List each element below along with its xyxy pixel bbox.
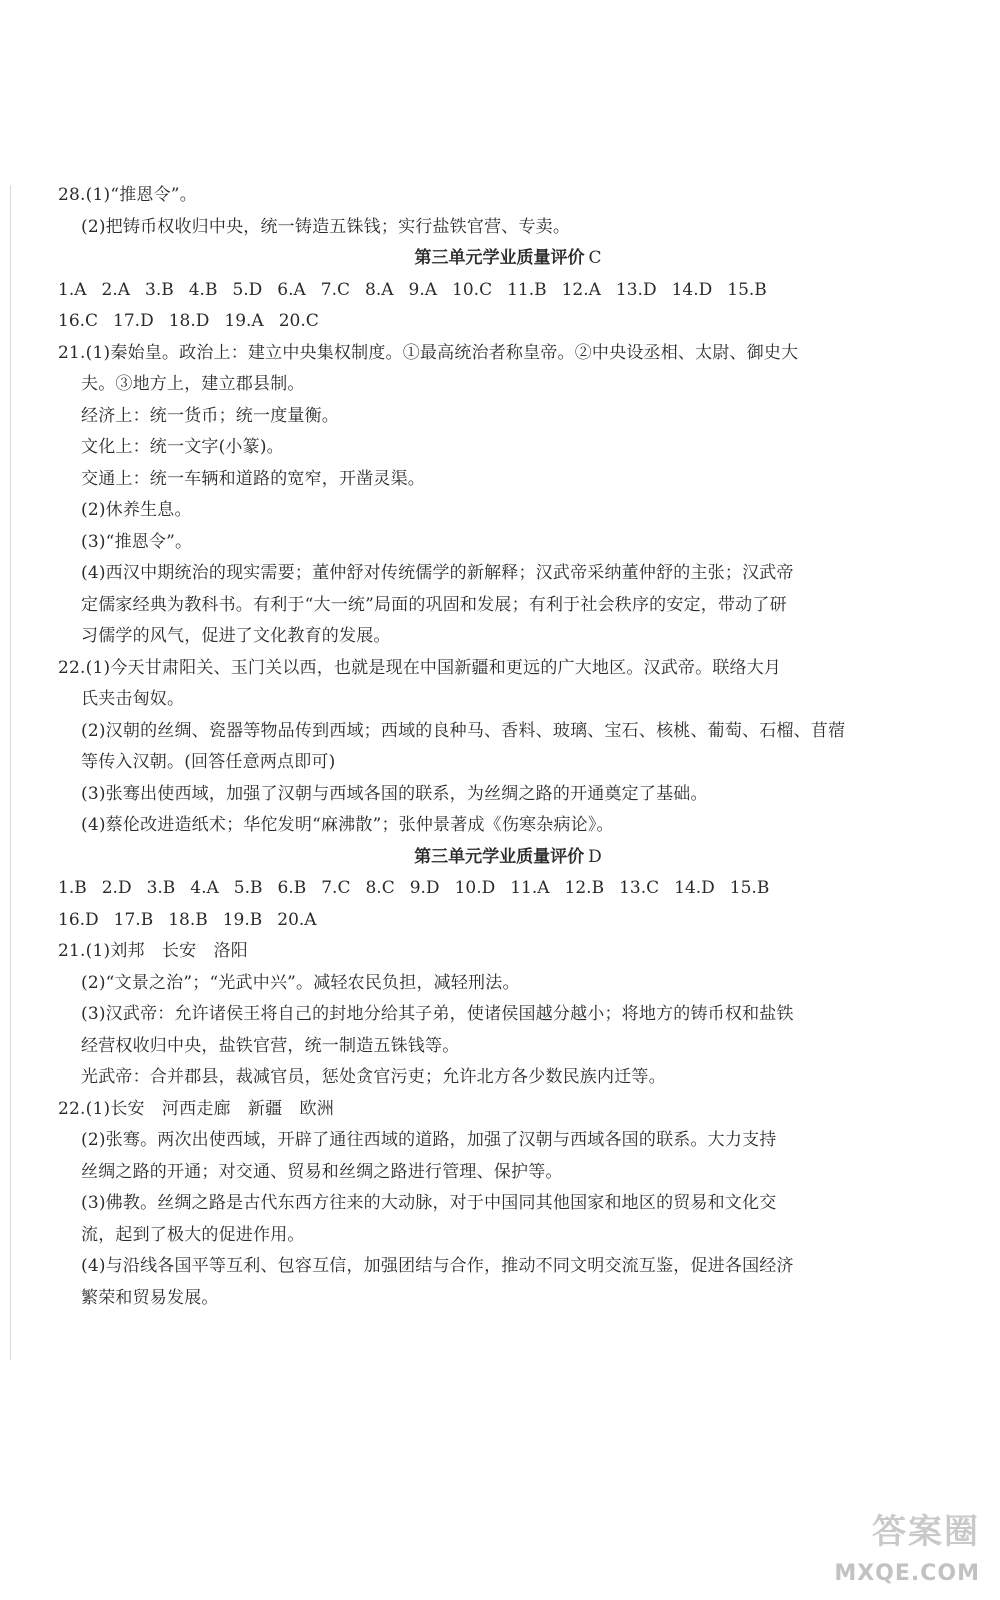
answer-item: 19.B: [222, 909, 263, 930]
section-c-q22-line: 22.(1)今天甘肃阳关、玉门关以西，也就是现在中国新疆和更远的广大地区。汉武帝。联络大月: [58, 657, 782, 678]
answer-item: 3.B: [145, 279, 174, 300]
section-c-answers-row-2: [58, 306, 938, 338]
answer-item: 4.A: [190, 878, 219, 898]
q28-line-2: (2)把铸币权收归中央，统一铸造五铢钱；实行盐铁官营、专卖。: [81, 216, 571, 237]
answer-item: 13.D: [615, 279, 657, 300]
section-d-q22-line: 繁荣和贸易发展。: [81, 1287, 219, 1308]
answer-item: 18.B: [168, 909, 208, 930]
answer-item: 5.B: [233, 878, 263, 898]
section-d-q21-line: 21.(1)刘邦 长安 洛阳: [58, 941, 248, 961]
answer-item: 2.D: [101, 878, 132, 898]
section-d-q21-line: (2)“文景之治”；“光武中兴”。减轻农民负担，减轻刑法。: [81, 972, 520, 993]
section-d-q21-line: 经营权收归中央，盐铁官营，统一制造五铢钱等。: [81, 1035, 460, 1056]
section-d-q22-line: 流，起到了极大的促进作用。: [81, 1224, 305, 1245]
answer-item: 20.C: [278, 311, 319, 331]
section-c-q21-line: 21.(1)秦始皇。政治上：建立中央集权制度。①最高统治者称皇帝。②中央设丞相、太尉、御史大: [58, 342, 799, 363]
answer-item: 19.A: [224, 311, 264, 331]
watermark-top-text: 答案圈: [872, 1512, 980, 1552]
answer-item: 10.D: [454, 878, 496, 898]
answer-item: 14.D: [674, 878, 715, 898]
answer-item: 8.C: [365, 878, 395, 898]
section-c-answers-row-1: [58, 275, 938, 307]
answer-item: 1.A: [58, 279, 87, 300]
answer-item: 17.D: [113, 311, 154, 331]
answer-item: 5.D: [232, 279, 263, 300]
answer-item: 16.C: [58, 311, 99, 331]
section-c-q21-line: 夫。③地方上，建立郡县制。: [81, 374, 305, 394]
section-d-q22-line: (3)佛教。丝绸之路是古代东西方往来的大动脉，对于中国同其他国家和地区的贸易和文化交: [81, 1193, 777, 1213]
answer-item: 20.A: [277, 909, 317, 930]
section-c-q21-line: 定儒家经典为教科书。有利于“大一统”局面的巩固和发展；有利于社会秩序的安定，带动了研: [81, 594, 787, 615]
section-d-q21-line: 光武帝：合并郡县，裁减官员，惩处贪官污吏；允许北方各少数民族内迁等。: [81, 1067, 666, 1087]
section-d-q22-line: (2)张骞。两次出使西域，开辟了通往西域的道路，加强了汉朝与西域各国的联系。大力支持: [81, 1130, 777, 1150]
answer-item: 9.D: [409, 878, 440, 898]
answer-item: 12.A: [561, 279, 601, 300]
answer-item: 3.B: [146, 878, 176, 898]
answer-item: 12.B: [564, 878, 605, 898]
section-c-q21-line: 习儒学的风气，促进了文化教育的发展。: [81, 626, 391, 646]
section-c-q22-line: (3)张骞出使西域，加强了汉朝与西域各国的联系，为丝绸之路的开通奠定了基础。: [81, 783, 708, 804]
section-d-title-text: 第三单元学业质量评价: [414, 846, 585, 867]
answer-item: 7.C: [321, 878, 351, 898]
answer-item: 2.A: [101, 279, 130, 300]
scan-edge-line: [10, 185, 11, 1360]
answer-item: 18.D: [168, 311, 210, 331]
answer-item: 11.A: [510, 878, 550, 898]
answer-item: 6.A: [277, 279, 306, 300]
answer-page: [58, 180, 938, 1314]
section-d-q22-line: (4)与沿线各国平等互利、包容互信，加强团结与合作，推动不同文明交流互鉴，促进各国经济: [81, 1256, 794, 1276]
answer-item: 7.C: [320, 279, 351, 300]
section-c-q21-line: 经济上：统一货币；统一度量衡。: [81, 405, 339, 426]
answer-item: 4.B: [188, 279, 218, 300]
answer-item: 15.B: [727, 279, 767, 300]
section-d-title: [58, 842, 938, 874]
answer-item: 11.B: [507, 279, 547, 300]
answer-item: 10.C: [452, 279, 493, 300]
section-d-q22-line: 22.(1)长安 河西走廊 新疆 欧洲: [58, 1098, 334, 1119]
answer-item: 16.D: [58, 909, 99, 930]
section-d-suffix: D: [588, 846, 602, 867]
section-d-q21-line: (3)汉武帝：允许诸侯王将自己的封地分给其子弟，使诸侯国越分越小；将地方的铸币权和盐铁: [81, 1004, 794, 1024]
section-c-q21-line: 交通上：统一车辆和道路的宽窄，开凿灵渠。: [81, 468, 425, 489]
answer-item: 13.C: [619, 878, 660, 898]
answer-item: 14.D: [671, 279, 713, 300]
section-d-q22-line: 丝绸之路的开通；对交通、贸易和丝绸之路进行管理、保护等。: [81, 1161, 563, 1182]
section-c-q22-line: (4)蔡伦改进造纸术；华佗发明“麻沸散”；张仲景著成《伤寒杂病论》。: [81, 815, 614, 835]
answer-item: 15.B: [729, 878, 770, 898]
watermark-logo: [808, 1504, 980, 1586]
section-c-q22-line: (2)汉朝的丝绸、瓷器等物品传到西域；西域的良种马、香料、玻璃、宝石、核桃、葡萄、石榴、苜蓿: [81, 720, 846, 741]
section-c-q22-line: 氏夹击匈奴。: [81, 689, 185, 709]
section-d-answers-row-2: [58, 905, 938, 937]
section-c-suffix: C: [588, 248, 602, 268]
answer-item: 9.A: [408, 279, 438, 300]
answer-item: 1.B: [58, 878, 87, 898]
answer-item: 8.A: [365, 279, 394, 300]
section-c-q21-line: (2)休养生息。: [81, 500, 192, 520]
section-c-q21-line: (3)“推恩令”。: [81, 531, 193, 552]
section-c-q21-line: 文化上：统一文字(小篆)。: [81, 437, 284, 457]
section-c-q22-line: 等传入汉朝。(回答任意两点即可): [81, 752, 336, 772]
watermark-url-text: MXQE.COM: [834, 1561, 980, 1586]
section-c-q21-line: (4)西汉中期统治的现实需要；董仲舒对传统儒学的新解释；汉武帝采纳董仲舒的主张；汉武帝: [81, 563, 794, 583]
q28-line-1: 28.(1)“推恩令”。: [58, 185, 197, 205]
answer-item: 6.B: [277, 878, 307, 898]
section-d-answers-row-1: [58, 873, 938, 905]
section-c-title-text: 第三单元学业质量评价: [414, 248, 585, 268]
section-c-title: [58, 243, 938, 275]
answer-item: 17.B: [113, 909, 154, 930]
